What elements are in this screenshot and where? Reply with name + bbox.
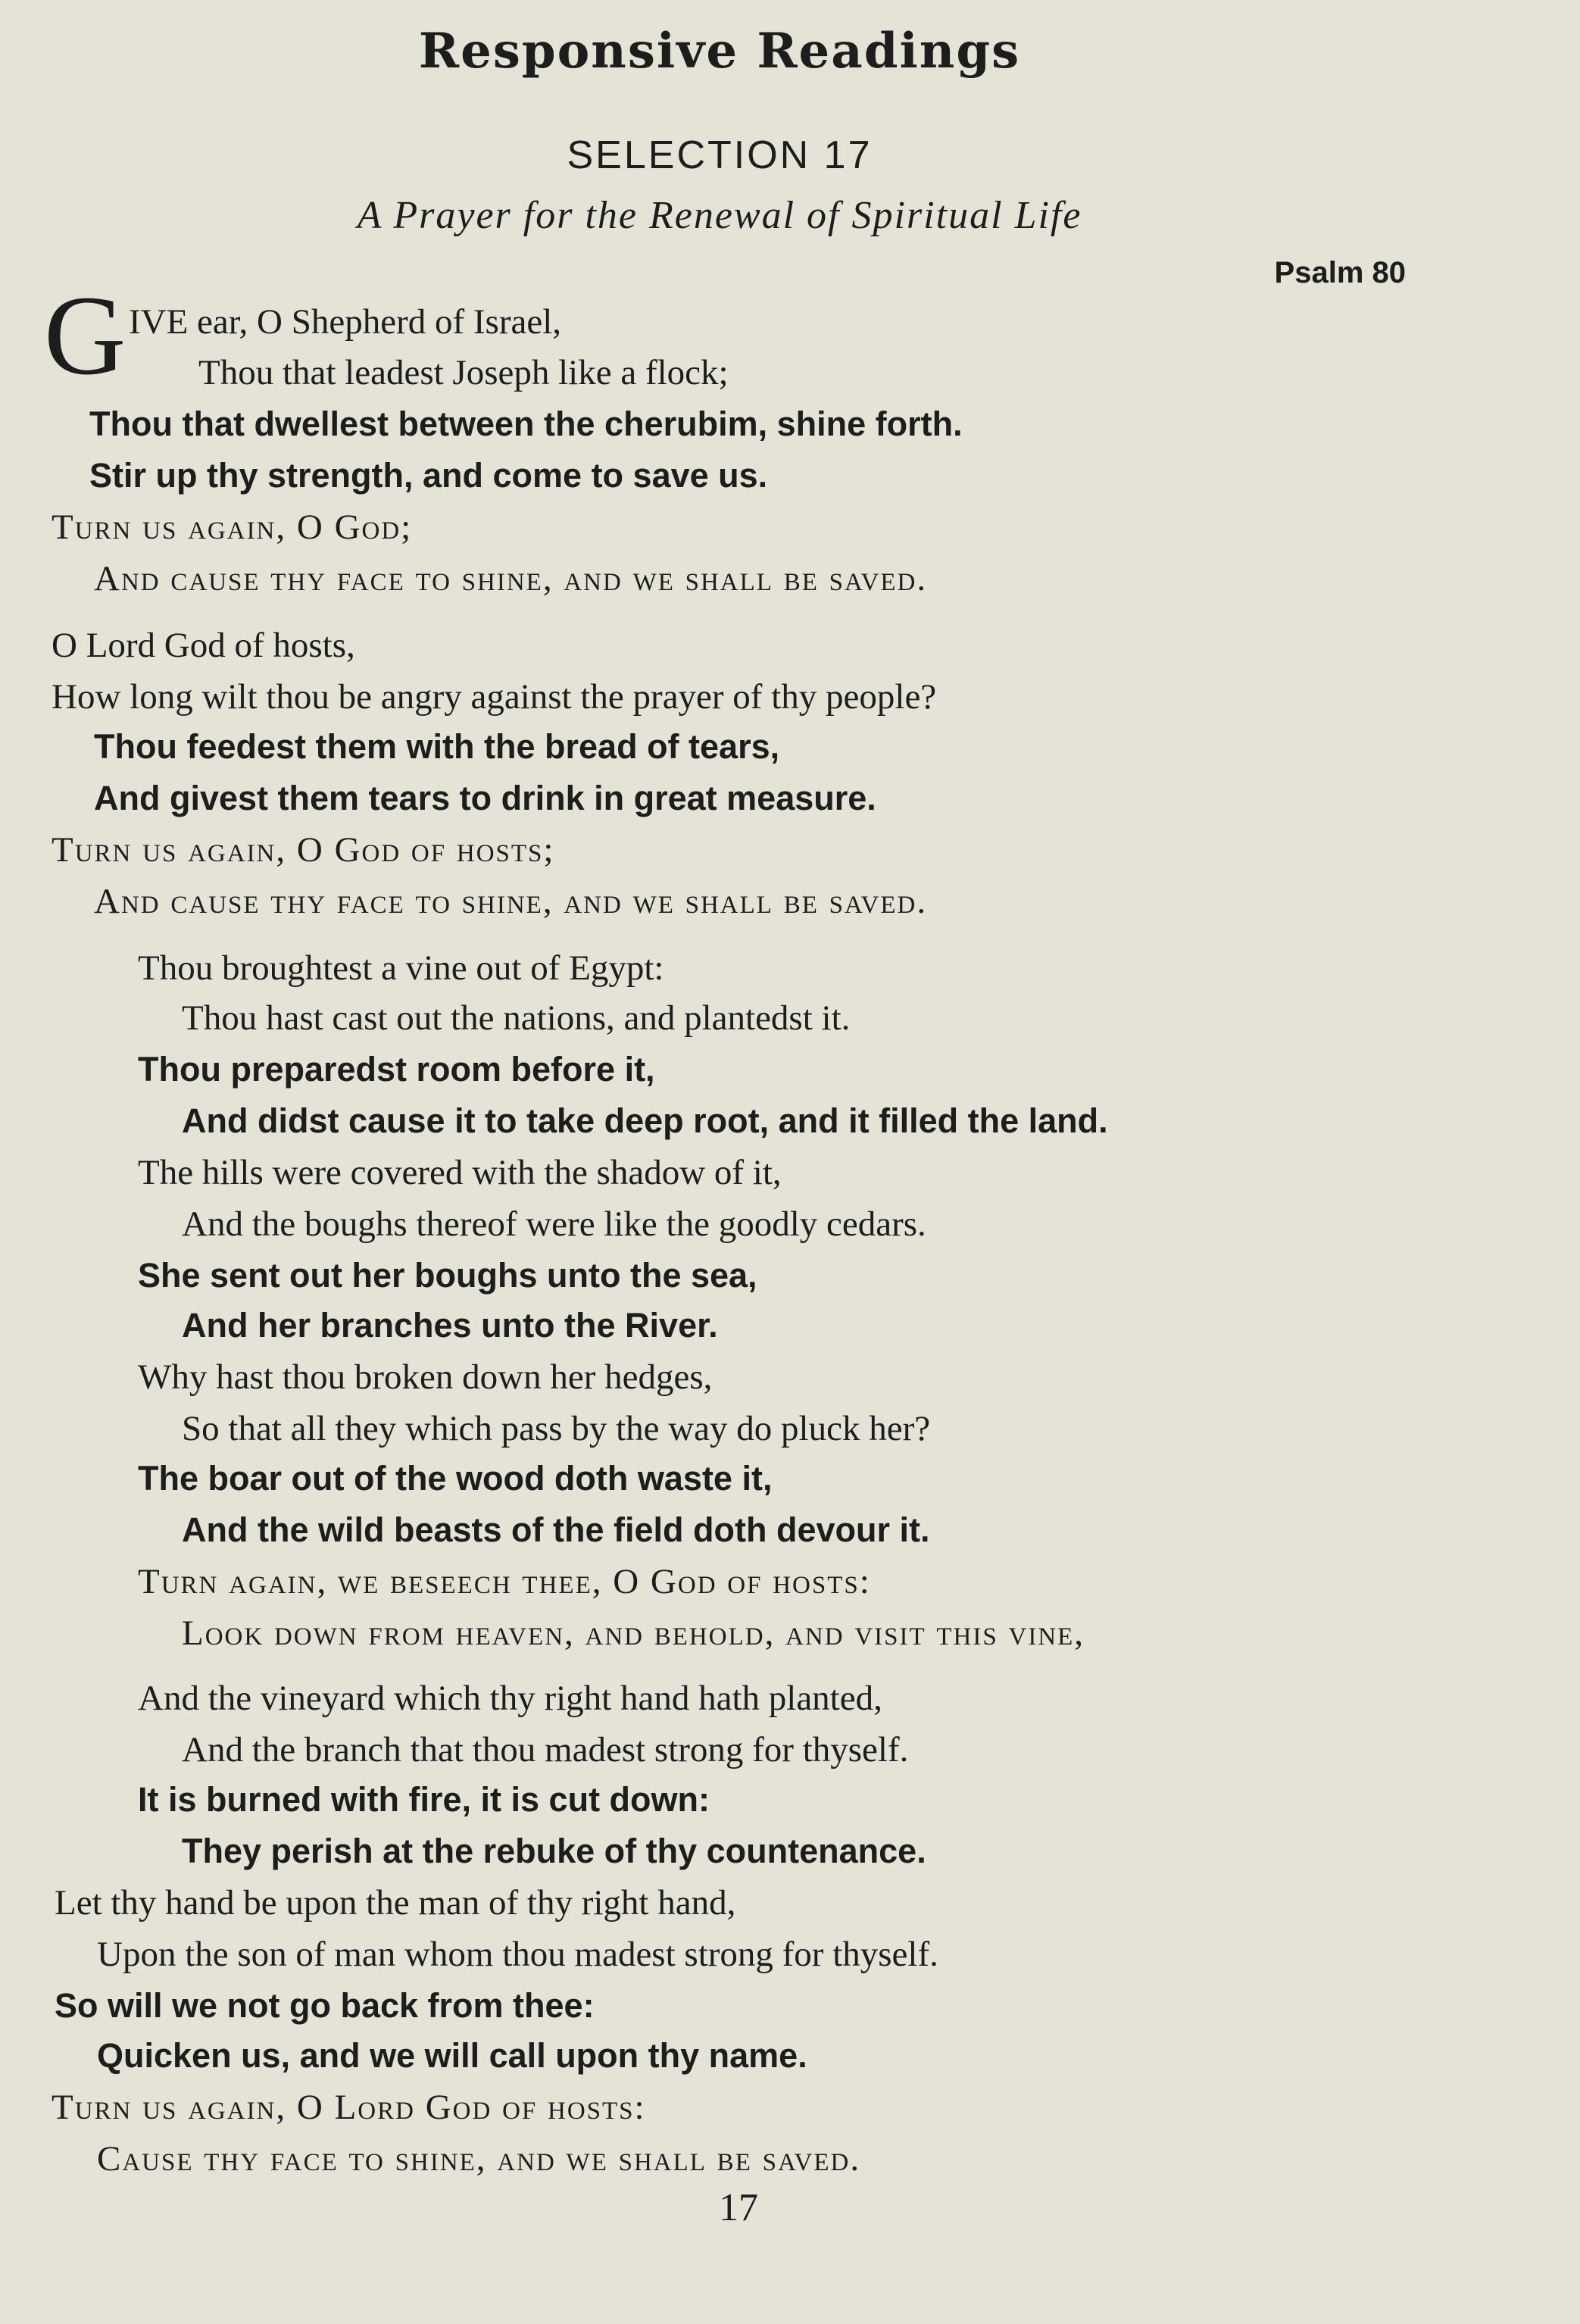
reading-line: The boar out of the wood doth waste it, [138, 1459, 773, 1498]
reading-line: And the branch that thou madest strong for thyself. [182, 1730, 909, 1770]
reading-line: Thou feedest them with the bread of tears, [94, 727, 780, 766]
page-header: Responsive Readings [418, 23, 1021, 80]
reading-line: O Lord God of hosts, [52, 626, 355, 665]
reading-line: Stir up thy strength, and come to save us. [89, 456, 768, 495]
reading-line: And the wild beasts of the field doth devour it. [182, 1510, 930, 1549]
page-number: 17 [719, 2186, 758, 2229]
reading-line: Quicken us, and we will call upon thy name. [97, 2036, 807, 2075]
reading-line: And didst cause it to take deep root, and it filled the land. [182, 1101, 1108, 1140]
reading-line: Thou hast cast out the nations, and plantedst it. [182, 998, 851, 1038]
reading-line: And givest them tears to drink in great measure. [94, 779, 876, 817]
reading-line: So that all they which pass by the way do pluck her? [182, 1409, 931, 1448]
reading-line: Cause thy face to shine, and we shall be saved. [97, 2139, 861, 2179]
reading-line: Thou that leadest Joseph like a flock; [198, 353, 729, 392]
reading-line: Turn us again, O God; [52, 508, 413, 547]
reading-line: So will we not go back from thee: [55, 1986, 595, 2025]
reading-line: Thou preparedst room before it, [138, 1050, 655, 1089]
drop-cap: G [44, 273, 126, 398]
reading-line: Thou that dwellest between the cherubim, shine forth. [89, 405, 963, 443]
reading-line: Turn us again, O Lord God of hosts: [52, 2088, 646, 2127]
psalm-reference: Psalm 80 [1274, 256, 1406, 289]
reading-line: And her branches unto the River. [182, 1306, 718, 1345]
selection-title: SELECTION 17 [567, 133, 873, 177]
reading-line: And cause thy face to shine, and we shall be saved. [94, 882, 928, 921]
reading-line: IVE ear, O Shepherd of Israel, [129, 302, 562, 342]
reading-line: And the vineyard which thy right hand hath planted, [138, 1679, 882, 1718]
reading-subtitle: A Prayer for the Renewal of Spiritual Life [357, 194, 1082, 237]
reading-line: Turn again, we beseech thee, O God of hosts: [138, 1562, 871, 1601]
reading-line: And cause thy face to shine, and we shall be saved. [94, 559, 928, 598]
reading-line: Upon the son of man whom thou madest strong for thyself. [97, 1935, 938, 1974]
reading-line: They perish at the rebuke of thy countenance. [182, 1832, 926, 1870]
reading-line: The hills were covered with the shadow of it, [138, 1153, 782, 1192]
reading-line: Turn us again, O God of hosts; [52, 830, 555, 870]
reading-line: It is burned with fire, it is cut down: [138, 1780, 710, 1819]
reading-line: Let thy hand be upon the man of thy right hand, [55, 1883, 736, 1923]
reading-line: How long wilt thou be angry against the prayer of thy people? [52, 677, 937, 717]
reading-line: Look down from heaven, and behold, and visit this vine, [182, 1613, 1085, 1653]
reading-line: Why hast thou broken down her hedges, [138, 1357, 713, 1397]
reading-line: She sent out her boughs unto the sea, [138, 1256, 757, 1295]
reading-line: And the boughs thereof were like the goodly cedars. [182, 1204, 926, 1244]
reading-line: Thou broughtest a vine out of Egypt: [138, 948, 664, 988]
